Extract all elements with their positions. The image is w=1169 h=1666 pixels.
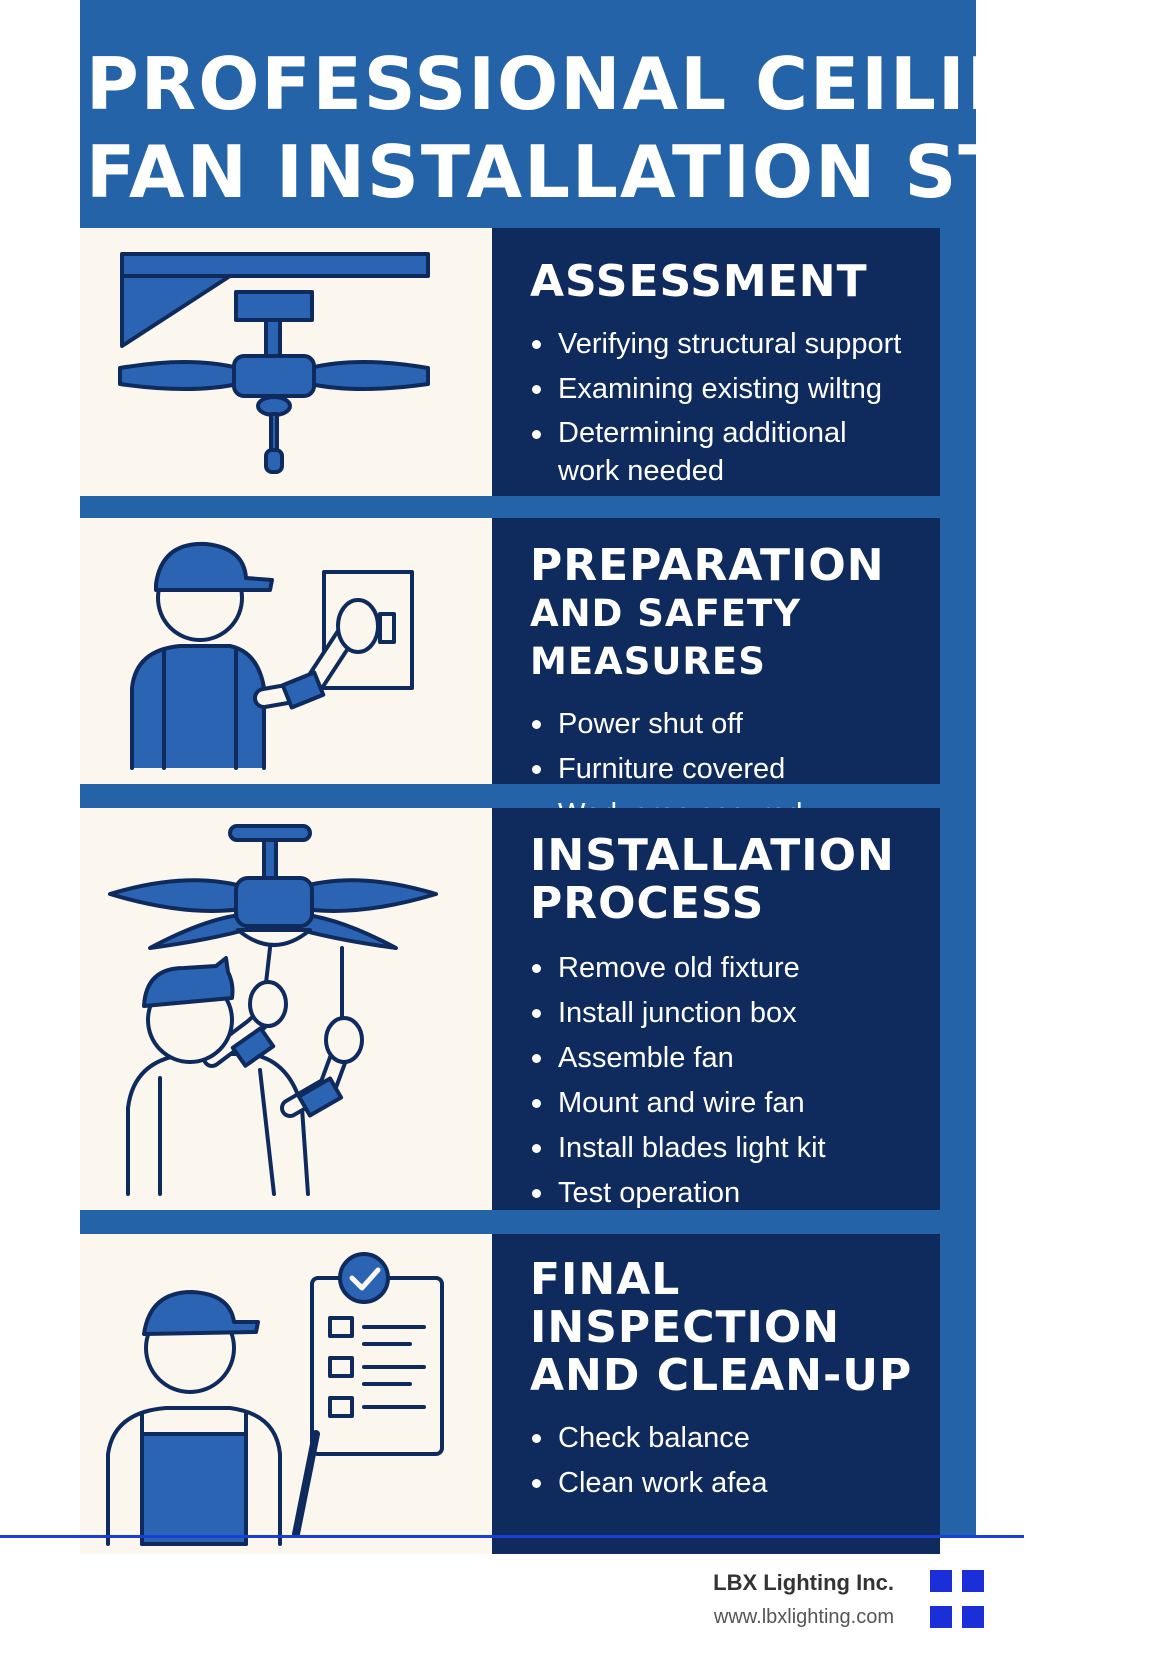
step-heading-main: ASSESSMENT	[530, 256, 868, 307]
step-list	[492, 324, 940, 490]
list-item: Test operation	[530, 1173, 940, 1213]
step-heading-sub: AND CLEAN-UP	[530, 1350, 913, 1401]
step-heading	[492, 228, 940, 306]
list-item: Check balance	[530, 1418, 940, 1458]
list-item: Verifying structural support	[530, 324, 940, 364]
step-heading	[492, 1234, 940, 1400]
list-item: Remove old fixture	[530, 948, 940, 988]
step-text	[492, 808, 940, 1210]
step-heading-sub: AND SAFETY MEASURES	[530, 592, 802, 683]
list-item: Determining additional work needed	[530, 414, 888, 490]
step-illustration	[80, 518, 492, 784]
list-item: Install blades light kit	[530, 1128, 940, 1168]
step-illustration	[80, 1234, 492, 1554]
company-name: LBX Lighting Inc.	[713, 1570, 894, 1595]
infographic-poster	[80, 0, 1169, 1535]
footer-divider	[0, 1535, 1024, 1538]
list-item: Furniture covered	[530, 749, 940, 789]
company-website: www.lbxlighting.com	[713, 1606, 894, 1628]
worker-fan-icon	[80, 808, 492, 1210]
list-item: Power shut off	[530, 704, 940, 744]
list-item: Clean work afea	[530, 1463, 940, 1503]
step-heading-main: INSTALLATION	[530, 830, 895, 881]
step-heading-main: PREPARATION	[530, 540, 885, 591]
step-card-assessment	[80, 228, 940, 496]
list-item: Assemble fan	[530, 1038, 940, 1078]
ceiling-fan-icon	[80, 228, 492, 496]
title-line-2: FAN INSTALLATION STEPS	[86, 130, 1169, 214]
list-item: Install junction box	[530, 993, 940, 1033]
four-squares-logo-icon	[930, 1570, 990, 1630]
step-heading-sub: PROCESS	[530, 878, 765, 929]
step-list	[492, 1418, 940, 1503]
list-item: Mount and wire fan	[530, 1083, 940, 1123]
step-card-installation	[80, 808, 940, 1210]
step-text	[492, 1234, 940, 1554]
step-illustration	[80, 228, 492, 496]
step-list	[492, 948, 940, 1213]
step-heading	[492, 808, 940, 928]
page-title	[86, 40, 1169, 216]
worker-checklist-icon	[80, 1234, 492, 1554]
step-heading	[492, 518, 940, 686]
list-item: Examining existing wiltng	[530, 369, 940, 409]
step-card-preparation	[80, 518, 940, 784]
step-illustration	[80, 808, 492, 1210]
step-text	[492, 228, 940, 496]
title-line-1: PROFESSIONAL CEILING	[86, 42, 1091, 126]
step-text	[492, 518, 940, 784]
worker-switch-icon	[80, 518, 492, 784]
step-heading-main: FINAL INSPECTION	[530, 1254, 841, 1353]
step-card-final-inspection	[80, 1234, 940, 1554]
